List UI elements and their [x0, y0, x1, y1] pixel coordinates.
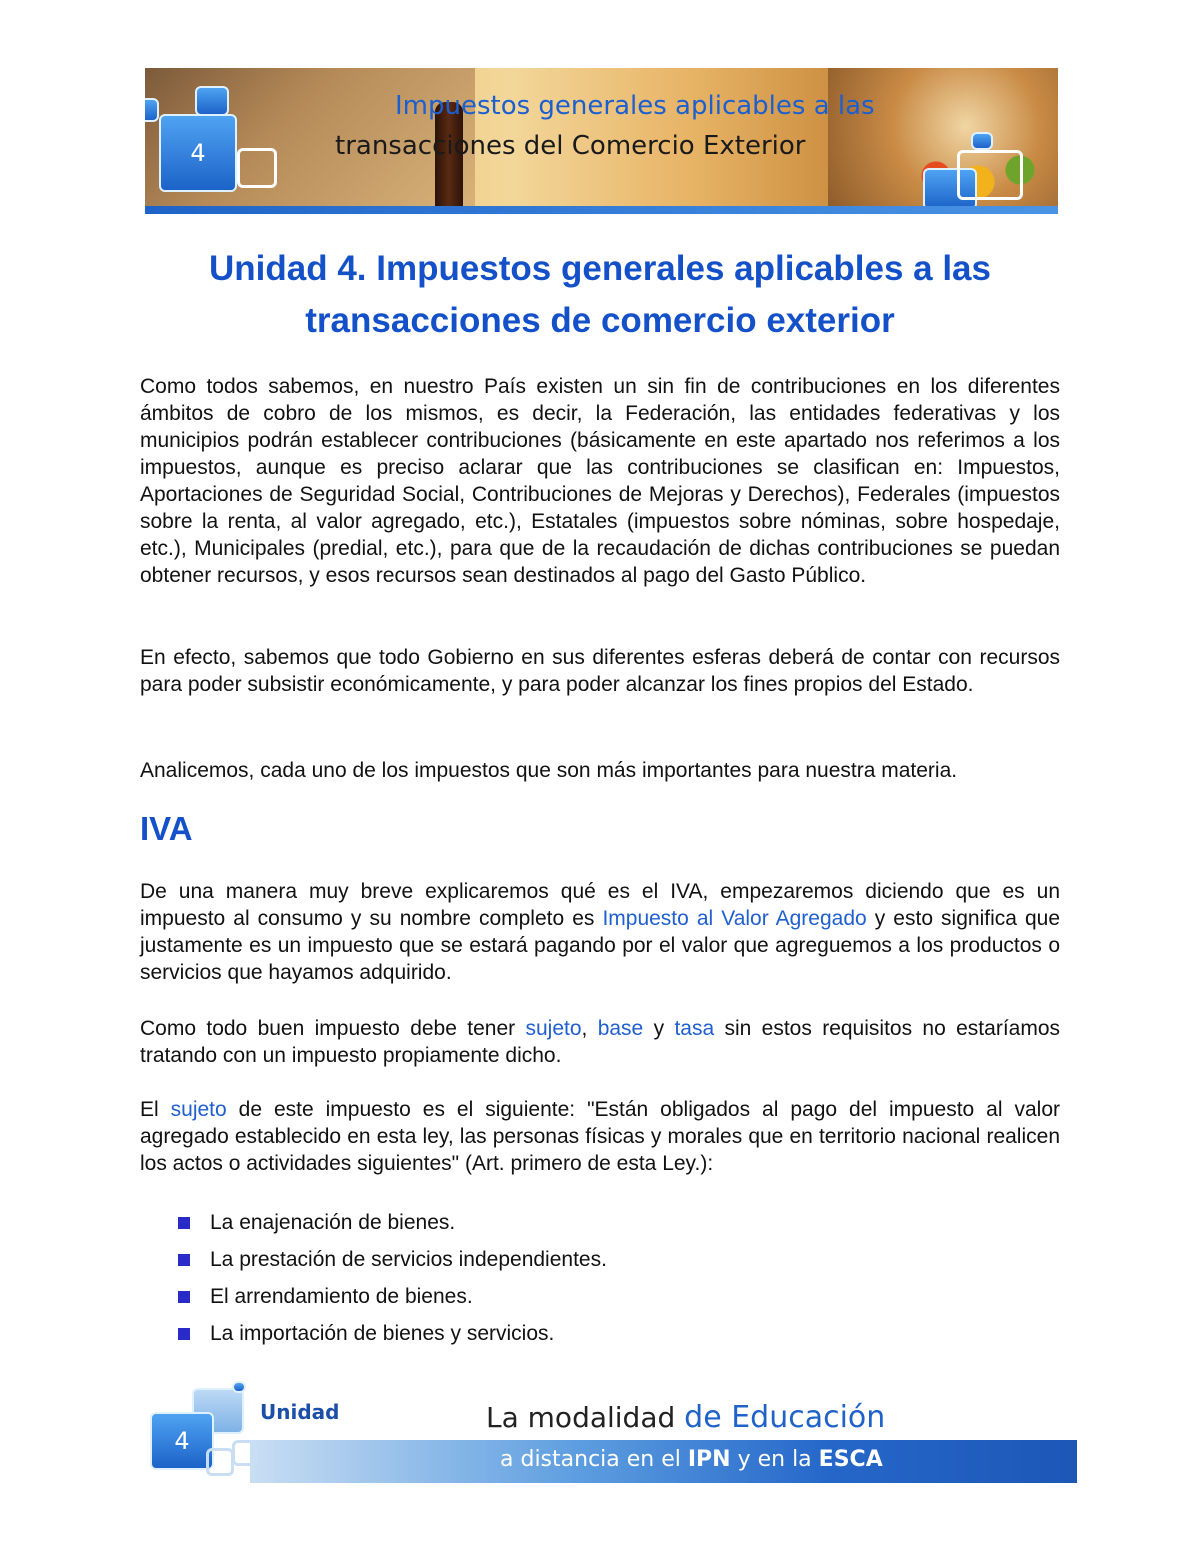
- requirements-and: y: [643, 1017, 675, 1040]
- activities-list: [178, 1204, 607, 1352]
- footer-unit-badge: [150, 1412, 214, 1470]
- analysis-paragraph: Analicemos, cada uno de los impuestos que son más importantes para nuestra materia.: [140, 759, 958, 782]
- banner-title: [335, 86, 995, 166]
- banner-unit-badge: [159, 114, 237, 192]
- footer-ipn: IPN: [687, 1447, 731, 1472]
- page-title-line2: transacciones de comercio exterior: [305, 301, 895, 340]
- footer-slogan-text: y en la: [730, 1447, 819, 1472]
- footer-slogan-line1: [486, 1400, 885, 1435]
- subject-text-end: de este impuesto es el siguiente: "Están obligados al pago del impuesto al valor agregado establecido en esta ley, las personas físicas y morales que en territorio nacional realicen los actos o actividades siguientes" (Art. primero de esta Ley.):: [140, 1098, 1060, 1175]
- list-item-text: La enajenación de bienes.: [210, 1211, 456, 1234]
- list-item-text: El arrendamiento de bienes.: [210, 1285, 473, 1308]
- iva-definition-text: De una manera muy breve explicaremos qué es el IVA, empezaremos diciendo que es un impuesto al consumo y su nombre completo es: [140, 880, 1060, 930]
- list-item: [178, 1241, 607, 1278]
- square-bullet-icon: [178, 1217, 190, 1229]
- iva-requirements-paragraph: [140, 1015, 1060, 1069]
- iva-definition-text-end: y esto significa que justamente es un impuesto que se estará pagando por el valor que agreguemos a los productos o servicios que hayamos adquirido.: [140, 907, 1061, 984]
- banner-deco-square: [195, 86, 229, 116]
- iva-subject-paragraph: [140, 1096, 1060, 1177]
- banner-unit-number: 4: [190, 139, 206, 167]
- square-bullet-icon: [178, 1291, 190, 1303]
- list-item: [178, 1204, 607, 1241]
- banner-title-line2: transacciones del Comercio Exterior: [335, 131, 806, 161]
- sujeto-link[interactable]: sujeto: [525, 1017, 582, 1040]
- square-bullet-icon: [178, 1328, 190, 1340]
- banner-title-line1: Impuestos generales aplicables a las: [395, 91, 875, 121]
- intro-paragraph: Como todos sabemos, en nuestro País existen un sin fin de contribuciones en los diferentes ámbitos de cobro de los mismos, es decir, la Federación, las entidades federativas y los municipios podrán establecer contribuciones (básicamente en este apartado nos referimos a los impuestos, aunque es preciso aclarar que las contribuciones se clasifican en: Impuestos, Aportaciones de Seguridad Social, Contribuciones de Mejoras y Derechos), Federales (impuestos sobre la renta, al valor agregado, etc.), Estatales (impuestos sobre nóminas, sobre hospedaje, etc.), Municipales (predial, etc.), para que de la recaudación de dichas contribuciones se puedan obtener recursos, y esos recursos sean destinados al pago del Gasto Público.: [140, 375, 1060, 587]
- list-item-text: La importación de bienes y servicios.: [210, 1322, 555, 1345]
- header-banner: [145, 68, 1058, 214]
- banner-deco-outline-square: [237, 148, 277, 188]
- requirements-text-end: sin estos requisitos no estaríamos tratando con un impuesto propiamente dicho.: [140, 1017, 1061, 1067]
- list-item-text: La prestación de servicios independientes.: [210, 1248, 607, 1271]
- footer-slogan-text: a distancia en el: [500, 1447, 688, 1472]
- list-item: [178, 1278, 607, 1315]
- footer-deco-outline-square: [232, 1440, 258, 1466]
- footer-slogan-accent: de Educación: [684, 1400, 886, 1435]
- footer-deco-square: [232, 1381, 246, 1393]
- government-paragraph: En efecto, sabemos que todo Gobierno en sus diferentes esferas deberá de contar con recursos para poder subsistir económicamente, y para poder alcanzar los fines propios del Estado.: [140, 646, 1060, 696]
- base-link[interactable]: base: [597, 1017, 644, 1040]
- footer-slogan-line2: [500, 1447, 883, 1472]
- page-title-line1: Unidad 4. Impuestos generales aplicables a las: [209, 249, 991, 288]
- footer-esca: ESCA: [818, 1447, 883, 1472]
- footer-unit-number: 4: [174, 1427, 190, 1455]
- footer-deco-outline-square: [206, 1448, 234, 1476]
- iva-full-name-link[interactable]: Impuesto al Valor Agregado: [602, 907, 867, 930]
- banner-bottom-bar: [145, 206, 1058, 214]
- footer-unidad-label: Unidad: [260, 1400, 340, 1424]
- list-item: [178, 1315, 607, 1352]
- requirements-text: Como todo buen impuesto debe tener: [140, 1017, 526, 1040]
- tasa-link[interactable]: tasa: [674, 1017, 715, 1040]
- iva-definition-paragraph: [140, 878, 1060, 986]
- banner-deco-square: [145, 98, 159, 122]
- requirements-comma: ,: [581, 1017, 598, 1040]
- page-title: [140, 243, 1060, 347]
- square-bullet-icon: [178, 1254, 190, 1266]
- sujeto-link[interactable]: sujeto: [170, 1098, 227, 1121]
- section-heading-iva: IVA: [140, 810, 193, 847]
- footer-slogan-text: La modalidad: [486, 1401, 685, 1434]
- subject-text: El: [140, 1098, 171, 1121]
